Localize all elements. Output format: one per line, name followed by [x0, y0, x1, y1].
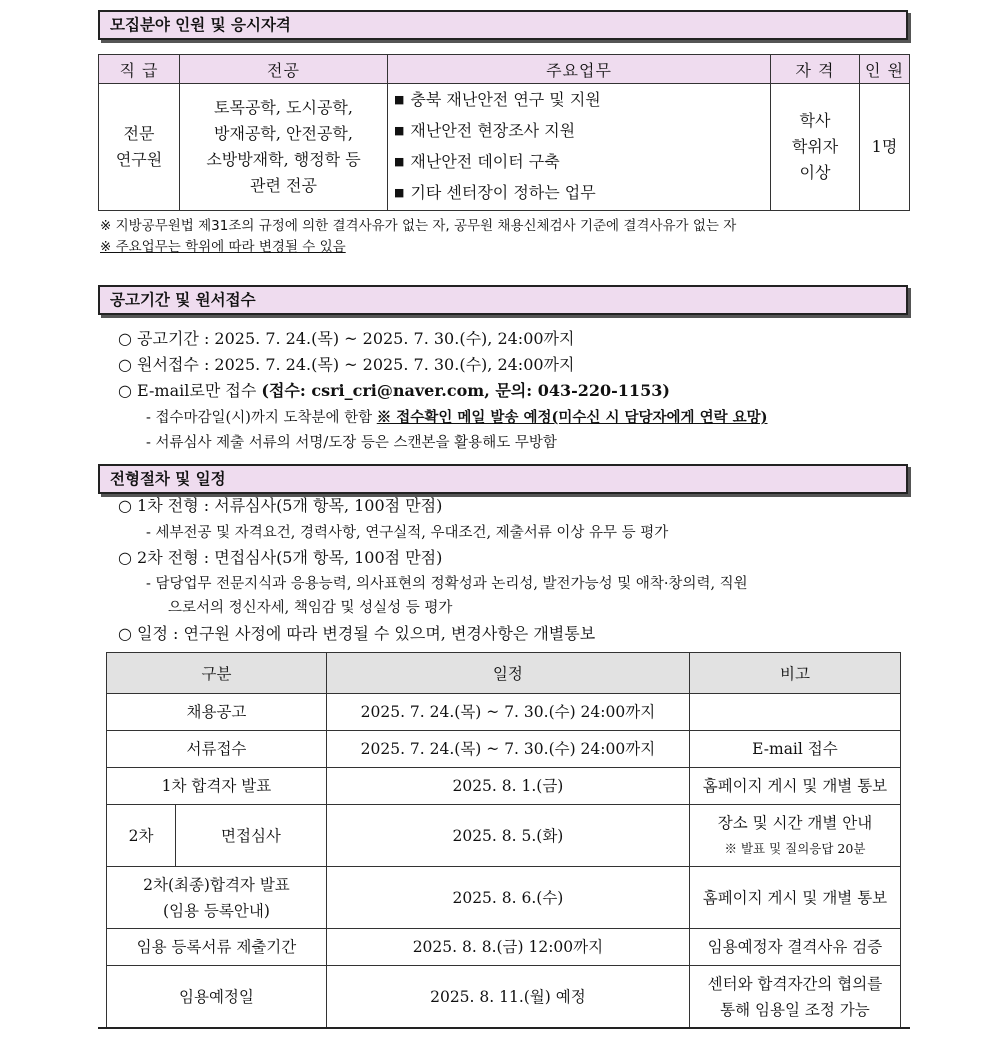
submission-note-2: - 서류심사 제출 서류의 서명/도장 등은 스캔본을 활용해도 무방함 — [146, 435, 557, 451]
table-row: 2차 면접심사 2025. 8. 5.(화) 장소 및 시간 개별 안내 ※ 발표 및 질의응답 20분 — [107, 805, 901, 867]
section-header-application: 공고기간 및 원서접수 — [98, 285, 908, 315]
cell-qualification: 학사 학위자 이상 — [771, 84, 860, 211]
cell-duties: ■ 충북 재난안전 연구 및 지원 ■ 재난안전 현장조사 지원 ■ 재난안전 데이터 구축 ■ 기타 센터장이 정하는 업무 — [388, 84, 771, 211]
table-row: 채용공고 2025. 7. 24.(목) ~ 7. 30.(수) 24:00까지 — [107, 694, 901, 731]
bullet-square-icon: ■ — [394, 124, 405, 137]
schedule-note: ○ 일정 : 연구원 사정에 따라 변경될 수 있으며, 변경사항은 개별통보 — [118, 624, 596, 643]
header-count: 인 원 — [860, 55, 910, 84]
schedule-table — [106, 652, 901, 1028]
submission-note-1: - 접수마감일(시)까지 도착분에 한함 ※ 접수확인 메일 발송 예정(미수신 시 담당자에게 연락 요망) — [146, 409, 768, 426]
announcement-period: ○ 공고기간 : 2025. 7. 24.(목) ~ 2025. 7. 30.(수), 24:00까지 — [118, 329, 575, 348]
step1: ○ 1차 전형 : 서류심사(5개 항목, 100점 만점) — [118, 496, 443, 515]
note-eligibility: ※ 지방공무원법 제31조의 규정에 의한 결격사유가 없는 자, 공무원 채용신체검사 기준에 결격사유가 없는 자 — [100, 218, 737, 234]
header-remarks: 비고 — [689, 653, 900, 694]
step2-detail-1: - 담당업무 전문지식과 응용능력, 의사표현의 정확성과 논리성, 발전가능성 및 애착·창의력, 직원 — [146, 576, 748, 592]
bullet-square-icon: ■ — [394, 155, 405, 168]
table-row: 임용 등록서류 제출기간 2025. 8. 8.(금) 12:00까지 임용예정자 결격사유 검증 — [107, 929, 901, 966]
header-major: 전공 — [180, 55, 388, 84]
submission-period: ○ 원서접수 : 2025. 7. 24.(목) ~ 2025. 7. 30.(수), 24:00까지 — [118, 355, 575, 374]
table-row: 임용예정일 2025. 8. 11.(월) 예정 센터와 합격자간의 협의를 통해 임용일 조정 가능 — [107, 966, 901, 1028]
table-row: 1차 합격자 발표 2025. 8. 1.(금) 홈페이지 게시 및 개별 통보 — [107, 768, 901, 805]
table-row: 2차(최종)합격자 발표 (임용 등록안내) 2025. 8. 6.(수) 홈페이지 게시 및 개별 통보 — [107, 867, 901, 929]
step2: ○ 2차 전형 : 면접심사(5개 항목, 100점 만점) — [118, 548, 443, 567]
step1-detail: - 세부전공 및 자격요건, 경력사항, 연구실적, 우대조건, 제출서류 이상 유무 등 평가 — [146, 525, 669, 541]
bullet-square-icon: ■ — [394, 93, 405, 106]
bullet-square-icon: ■ — [394, 186, 405, 199]
interview-duration-note: ※ 발표 및 질의응답 20분 — [724, 840, 866, 856]
section-header-recruit: 모집분야 인원 및 응시자격 — [98, 10, 908, 40]
header-rank: 직 급 — [99, 55, 180, 84]
header-duties: 주요업무 — [388, 55, 771, 84]
note-duties-change: ※ 주요업무는 학위에 따라 변경될 수 있음 — [100, 239, 346, 255]
section-header-process: 전형절차 및 일정 — [98, 464, 908, 494]
cell-count: 1명 — [860, 84, 910, 211]
recruit-table — [98, 54, 910, 211]
header-schedule: 일정 — [326, 653, 689, 694]
bottom-divider — [98, 1027, 910, 1029]
header-qualification: 자 격 — [771, 55, 860, 84]
contact-info: (접수: csri_cri@naver.com, 문의: 043-220-1153) — [261, 381, 670, 400]
step2-detail-2: 으로서의 정신자세, 책임감 및 성실성 등 평가 — [168, 600, 453, 616]
email-submission: ○ E-mail로만 접수 (접수: csri_cri@naver.com, 문의: 043-220-1153) — [118, 381, 670, 400]
cell-rank: 전문 연구원 — [99, 84, 180, 211]
table-row: 서류접수 2025. 7. 24.(목) ~ 7. 30.(수) 24:00까지 E-mail 접수 — [107, 731, 901, 768]
header-category: 구분 — [107, 653, 327, 694]
cell-majors: 토목공학, 도시공학, 방재공학, 안전공학, 소방방재학, 행정학 등 관련 전공 — [180, 84, 388, 211]
